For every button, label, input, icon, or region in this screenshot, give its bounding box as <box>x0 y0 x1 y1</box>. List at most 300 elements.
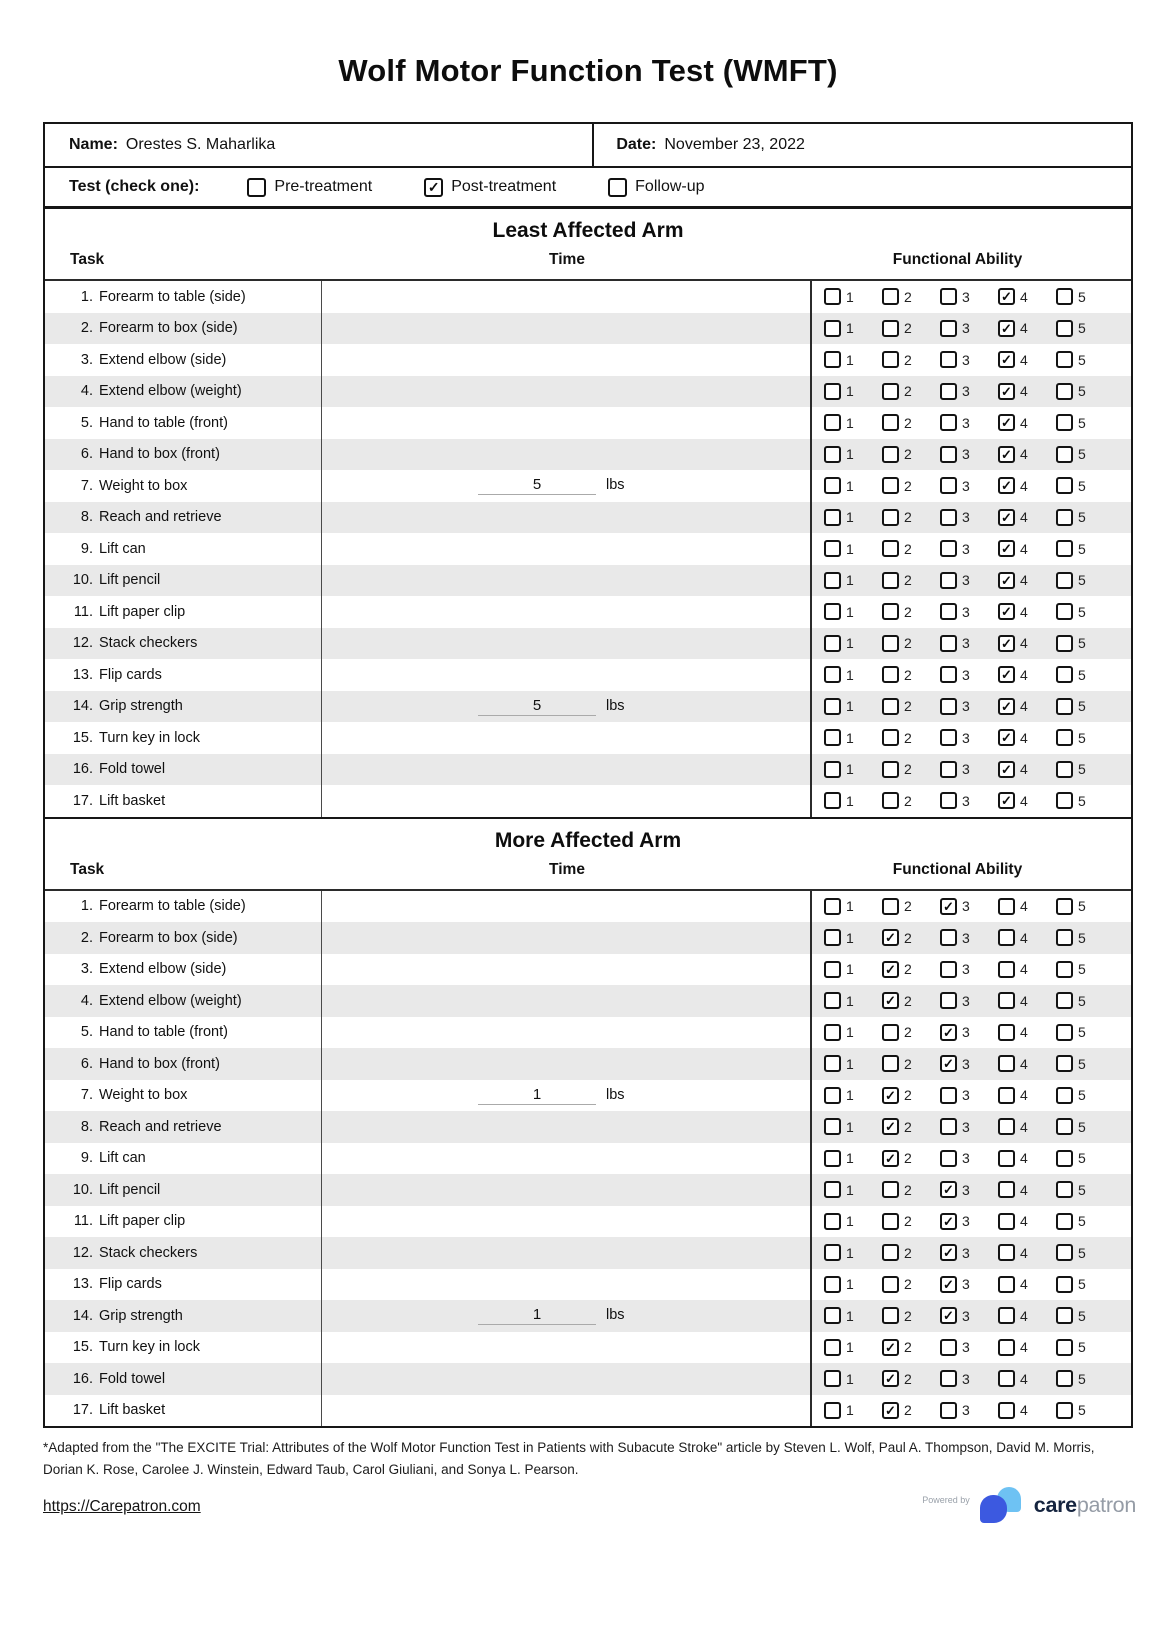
ability-option-4[interactable] <box>998 635 1056 652</box>
ability-option-5[interactable] <box>1056 383 1114 400</box>
ability-option-3[interactable] <box>940 446 998 463</box>
unchecked-checkbox-icon[interactable] <box>1056 666 1073 683</box>
unchecked-checkbox-icon[interactable] <box>882 1055 899 1072</box>
unchecked-checkbox-icon[interactable] <box>882 666 899 683</box>
unchecked-checkbox-icon[interactable] <box>824 540 841 557</box>
time-cell[interactable] <box>322 1363 812 1395</box>
checked-checkbox-icon[interactable]: ✓ <box>998 635 1015 652</box>
unchecked-checkbox-icon[interactable] <box>1056 477 1073 494</box>
ability-option-1[interactable] <box>824 1276 882 1293</box>
unchecked-checkbox-icon[interactable] <box>824 635 841 652</box>
unchecked-checkbox-icon[interactable] <box>940 929 957 946</box>
unchecked-checkbox-icon[interactable] <box>824 1213 841 1230</box>
ability-option-1[interactable] <box>824 1024 882 1041</box>
ability-option-2[interactable] <box>882 1370 940 1387</box>
ability-option-4[interactable] <box>998 1118 1056 1135</box>
ability-option-5[interactable] <box>1056 929 1114 946</box>
ability-option-2[interactable] <box>882 898 940 915</box>
unchecked-checkbox-icon[interactable] <box>824 1370 841 1387</box>
unchecked-checkbox-icon[interactable] <box>882 320 899 337</box>
ability-option-5[interactable] <box>1056 1024 1114 1041</box>
unchecked-checkbox-icon[interactable] <box>1056 898 1073 915</box>
ability-option-2[interactable] <box>882 603 940 620</box>
checked-checkbox-icon[interactable]: ✓ <box>940 1024 957 1041</box>
unchecked-checkbox-icon[interactable] <box>882 729 899 746</box>
checked-checkbox-icon[interactable]: ✓ <box>998 729 1015 746</box>
unchecked-checkbox-icon[interactable] <box>882 509 899 526</box>
unchecked-checkbox-icon[interactable] <box>1056 509 1073 526</box>
unchecked-checkbox-icon[interactable] <box>1056 1307 1073 1324</box>
unchecked-checkbox-icon[interactable] <box>824 698 841 715</box>
ability-option-4[interactable] <box>998 1307 1056 1324</box>
ability-option-5[interactable] <box>1056 477 1114 494</box>
ability-option-5[interactable] <box>1056 635 1114 652</box>
unchecked-checkbox-icon[interactable] <box>998 1055 1015 1072</box>
unchecked-checkbox-icon[interactable] <box>940 1339 957 1356</box>
unchecked-checkbox-icon[interactable] <box>1056 288 1073 305</box>
unchecked-checkbox-icon[interactable] <box>882 288 899 305</box>
unchecked-checkbox-icon[interactable] <box>882 761 899 778</box>
unchecked-checkbox-icon[interactable] <box>940 509 957 526</box>
unchecked-checkbox-icon[interactable] <box>998 1150 1015 1167</box>
unchecked-checkbox-icon[interactable] <box>998 1213 1015 1230</box>
unchecked-checkbox-icon[interactable] <box>1056 761 1073 778</box>
unchecked-checkbox-icon[interactable] <box>247 178 266 197</box>
unchecked-checkbox-icon[interactable] <box>940 320 957 337</box>
ability-option-2[interactable] <box>882 1150 940 1167</box>
checked-checkbox-icon[interactable]: ✓ <box>998 383 1015 400</box>
unchecked-checkbox-icon[interactable] <box>882 383 899 400</box>
ability-option-5[interactable] <box>1056 1181 1114 1198</box>
ability-option-2[interactable] <box>882 509 940 526</box>
ability-option-4[interactable] <box>998 898 1056 915</box>
ability-option-5[interactable] <box>1056 1150 1114 1167</box>
checked-checkbox-icon[interactable]: ✓ <box>998 288 1015 305</box>
ability-option-5[interactable] <box>1056 1402 1114 1419</box>
time-cell[interactable] <box>322 1080 812 1112</box>
unchecked-checkbox-icon[interactable] <box>940 383 957 400</box>
unchecked-checkbox-icon[interactable] <box>1056 1118 1073 1135</box>
unchecked-checkbox-icon[interactable] <box>1056 1181 1073 1198</box>
unchecked-checkbox-icon[interactable] <box>940 1118 957 1135</box>
date-value[interactable]: November 23, 2022 <box>664 136 805 153</box>
checked-checkbox-icon[interactable]: ✓ <box>998 540 1015 557</box>
time-cell[interactable] <box>322 891 812 923</box>
ability-option-5[interactable] <box>1056 540 1114 557</box>
checked-checkbox-icon[interactable]: ✓ <box>940 1213 957 1230</box>
checked-checkbox-icon[interactable]: ✓ <box>998 666 1015 683</box>
unchecked-checkbox-icon[interactable] <box>824 1276 841 1293</box>
unchecked-checkbox-icon[interactable] <box>1056 540 1073 557</box>
checked-checkbox-icon[interactable]: ✓ <box>882 961 899 978</box>
ability-option-1[interactable] <box>824 961 882 978</box>
ability-option-4[interactable] <box>998 929 1056 946</box>
unchecked-checkbox-icon[interactable] <box>824 1244 841 1261</box>
unchecked-checkbox-icon[interactable] <box>882 635 899 652</box>
unchecked-checkbox-icon[interactable] <box>824 1339 841 1356</box>
unchecked-checkbox-icon[interactable] <box>824 1087 841 1104</box>
ability-option-1[interactable] <box>824 1087 882 1104</box>
ability-option-5[interactable] <box>1056 1370 1114 1387</box>
unchecked-checkbox-icon[interactable] <box>940 792 957 809</box>
checked-checkbox-icon[interactable]: ✓ <box>998 509 1015 526</box>
ability-option-3[interactable] <box>940 1339 998 1356</box>
unchecked-checkbox-icon[interactable] <box>940 572 957 589</box>
unchecked-checkbox-icon[interactable] <box>940 351 957 368</box>
ability-option-1[interactable] <box>824 898 882 915</box>
time-cell[interactable] <box>322 628 812 660</box>
ability-option-3[interactable] <box>940 1213 998 1230</box>
checked-checkbox-icon[interactable]: ✓ <box>882 1402 899 1419</box>
time-cell[interactable] <box>322 954 812 986</box>
ability-option-5[interactable] <box>1056 961 1114 978</box>
ability-option-5[interactable] <box>1056 603 1114 620</box>
name-value[interactable]: Orestes S. Maharlika <box>125 136 276 153</box>
unchecked-checkbox-icon[interactable] <box>824 1150 841 1167</box>
checked-checkbox-icon[interactable]: ✓ <box>882 1339 899 1356</box>
time-cell[interactable] <box>322 344 812 376</box>
ability-option-3[interactable] <box>940 509 998 526</box>
time-cell[interactable] <box>322 596 812 628</box>
unchecked-checkbox-icon[interactable] <box>882 1213 899 1230</box>
carepatron-link[interactable]: https://Carepatron.com <box>43 1498 201 1515</box>
unchecked-checkbox-icon[interactable] <box>998 1276 1015 1293</box>
checked-checkbox-icon[interactable]: ✓ <box>882 929 899 946</box>
unchecked-checkbox-icon[interactable] <box>940 414 957 431</box>
ability-option-1[interactable] <box>824 1055 882 1072</box>
unchecked-checkbox-icon[interactable] <box>998 1181 1015 1198</box>
time-cell[interactable] <box>322 1017 812 1049</box>
unchecked-checkbox-icon[interactable] <box>824 320 841 337</box>
ability-option-3[interactable] <box>940 477 998 494</box>
ability-option-2[interactable] <box>882 414 940 431</box>
ability-option-2[interactable] <box>882 383 940 400</box>
ability-option-1[interactable] <box>824 1307 882 1324</box>
ability-option-4[interactable] <box>998 961 1056 978</box>
time-cell[interactable] <box>322 470 812 502</box>
ability-option-3[interactable] <box>940 1150 998 1167</box>
unchecked-checkbox-icon[interactable] <box>998 929 1015 946</box>
ability-option-4[interactable] <box>998 572 1056 589</box>
unchecked-checkbox-icon[interactable] <box>882 698 899 715</box>
unchecked-checkbox-icon[interactable] <box>1056 1370 1073 1387</box>
ability-option-2[interactable] <box>882 540 940 557</box>
checked-checkbox-icon[interactable]: ✓ <box>940 898 957 915</box>
checked-checkbox-icon[interactable]: ✓ <box>882 992 899 1009</box>
unchecked-checkbox-icon[interactable] <box>940 477 957 494</box>
ability-option-3[interactable] <box>940 603 998 620</box>
ability-option-5[interactable] <box>1056 761 1114 778</box>
unchecked-checkbox-icon[interactable] <box>882 898 899 915</box>
unchecked-checkbox-icon[interactable] <box>998 961 1015 978</box>
ability-option-5[interactable] <box>1056 572 1114 589</box>
ability-option-2[interactable] <box>882 1339 940 1356</box>
ability-option-4[interactable] <box>998 1276 1056 1293</box>
checked-checkbox-icon[interactable]: ✓ <box>998 477 1015 494</box>
ability-option-2[interactable] <box>882 1244 940 1261</box>
time-cell[interactable] <box>322 439 812 471</box>
ability-option-4[interactable] <box>998 351 1056 368</box>
unchecked-checkbox-icon[interactable] <box>882 1307 899 1324</box>
ability-option-4[interactable] <box>998 1213 1056 1230</box>
unchecked-checkbox-icon[interactable] <box>1056 992 1073 1009</box>
unchecked-checkbox-icon[interactable] <box>940 540 957 557</box>
ability-option-2[interactable] <box>882 320 940 337</box>
unchecked-checkbox-icon[interactable] <box>882 414 899 431</box>
unchecked-checkbox-icon[interactable] <box>1056 1213 1073 1230</box>
unchecked-checkbox-icon[interactable] <box>940 288 957 305</box>
ability-option-1[interactable] <box>824 1118 882 1135</box>
unchecked-checkbox-icon[interactable] <box>940 729 957 746</box>
unchecked-checkbox-icon[interactable] <box>940 1150 957 1167</box>
ability-option-3[interactable] <box>940 792 998 809</box>
ability-option-2[interactable] <box>882 992 940 1009</box>
unchecked-checkbox-icon[interactable] <box>882 1244 899 1261</box>
time-cell[interactable] <box>322 1300 812 1332</box>
unchecked-checkbox-icon[interactable] <box>998 1339 1015 1356</box>
ability-option-3[interactable] <box>940 992 998 1009</box>
ability-option-4[interactable] <box>998 477 1056 494</box>
ability-option-1[interactable] <box>824 320 882 337</box>
unchecked-checkbox-icon[interactable] <box>940 446 957 463</box>
unchecked-checkbox-icon[interactable] <box>1056 351 1073 368</box>
ability-option-3[interactable] <box>940 320 998 337</box>
unchecked-checkbox-icon[interactable] <box>940 635 957 652</box>
unchecked-checkbox-icon[interactable] <box>882 1024 899 1041</box>
ability-option-2[interactable] <box>882 1307 940 1324</box>
unchecked-checkbox-icon[interactable] <box>882 603 899 620</box>
unchecked-checkbox-icon[interactable] <box>1056 446 1073 463</box>
ability-option-4[interactable] <box>998 1087 1056 1104</box>
time-value-field[interactable]: 5 <box>478 697 596 716</box>
ability-option-3[interactable] <box>940 1118 998 1135</box>
ability-option-2[interactable] <box>882 961 940 978</box>
time-cell[interactable] <box>322 659 812 691</box>
unchecked-checkbox-icon[interactable] <box>1056 729 1073 746</box>
unchecked-checkbox-icon[interactable] <box>940 1370 957 1387</box>
ability-option-1[interactable] <box>824 414 882 431</box>
unchecked-checkbox-icon[interactable] <box>1056 929 1073 946</box>
time-cell[interactable] <box>322 1111 812 1143</box>
unchecked-checkbox-icon[interactable] <box>998 898 1015 915</box>
ability-option-2[interactable] <box>882 929 940 946</box>
ability-option-5[interactable] <box>1056 729 1114 746</box>
checked-checkbox-icon[interactable]: ✓ <box>940 1244 957 1261</box>
ability-option-4[interactable] <box>998 1055 1056 1072</box>
ability-option-2[interactable] <box>882 446 940 463</box>
unchecked-checkbox-icon[interactable] <box>824 792 841 809</box>
ability-option-1[interactable] <box>824 446 882 463</box>
time-cell[interactable] <box>322 533 812 565</box>
unchecked-checkbox-icon[interactable] <box>940 961 957 978</box>
unchecked-checkbox-icon[interactable] <box>998 1307 1015 1324</box>
ability-option-5[interactable] <box>1056 898 1114 915</box>
ability-option-5[interactable] <box>1056 698 1114 715</box>
time-cell[interactable] <box>322 376 812 408</box>
ability-option-3[interactable] <box>940 761 998 778</box>
unchecked-checkbox-icon[interactable] <box>1056 320 1073 337</box>
unchecked-checkbox-icon[interactable] <box>940 992 957 1009</box>
time-cell[interactable] <box>322 691 812 723</box>
unchecked-checkbox-icon[interactable] <box>1056 635 1073 652</box>
unchecked-checkbox-icon[interactable] <box>1056 792 1073 809</box>
time-cell[interactable] <box>322 1332 812 1364</box>
unchecked-checkbox-icon[interactable] <box>824 929 841 946</box>
ability-option-3[interactable] <box>940 1087 998 1104</box>
time-cell[interactable] <box>322 922 812 954</box>
ability-option-1[interactable] <box>824 572 882 589</box>
ability-option-1[interactable] <box>824 666 882 683</box>
unchecked-checkbox-icon[interactable] <box>882 1276 899 1293</box>
test-option-follow-up[interactable] <box>608 178 704 197</box>
ability-option-3[interactable] <box>940 1307 998 1324</box>
ability-option-3[interactable] <box>940 1402 998 1419</box>
time-cell[interactable] <box>322 1143 812 1175</box>
ability-option-3[interactable] <box>940 351 998 368</box>
ability-option-5[interactable] <box>1056 1118 1114 1135</box>
unchecked-checkbox-icon[interactable] <box>998 992 1015 1009</box>
unchecked-checkbox-icon[interactable] <box>608 178 627 197</box>
unchecked-checkbox-icon[interactable] <box>824 729 841 746</box>
ability-option-3[interactable] <box>940 1370 998 1387</box>
unchecked-checkbox-icon[interactable] <box>998 1118 1015 1135</box>
checked-checkbox-icon[interactable]: ✓ <box>940 1307 957 1324</box>
unchecked-checkbox-icon[interactable] <box>824 509 841 526</box>
unchecked-checkbox-icon[interactable] <box>824 1055 841 1072</box>
unchecked-checkbox-icon[interactable] <box>940 603 957 620</box>
time-cell[interactable] <box>322 1237 812 1269</box>
time-cell[interactable] <box>322 1269 812 1301</box>
unchecked-checkbox-icon[interactable] <box>1056 1150 1073 1167</box>
ability-option-3[interactable] <box>940 1276 998 1293</box>
ability-option-3[interactable] <box>940 898 998 915</box>
unchecked-checkbox-icon[interactable] <box>1056 1276 1073 1293</box>
ability-option-4[interactable] <box>998 698 1056 715</box>
unchecked-checkbox-icon[interactable] <box>1056 1402 1073 1419</box>
ability-option-4[interactable] <box>998 1024 1056 1041</box>
checked-checkbox-icon[interactable]: ✓ <box>998 792 1015 809</box>
ability-option-3[interactable] <box>940 383 998 400</box>
ability-option-4[interactable] <box>998 1181 1056 1198</box>
unchecked-checkbox-icon[interactable] <box>940 698 957 715</box>
ability-option-3[interactable] <box>940 729 998 746</box>
unchecked-checkbox-icon[interactable] <box>940 1087 957 1104</box>
unchecked-checkbox-icon[interactable] <box>998 1402 1015 1419</box>
ability-option-4[interactable] <box>998 761 1056 778</box>
unchecked-checkbox-icon[interactable] <box>824 477 841 494</box>
ability-option-1[interactable] <box>824 1244 882 1261</box>
unchecked-checkbox-icon[interactable] <box>1056 1339 1073 1356</box>
ability-option-4[interactable] <box>998 729 1056 746</box>
time-cell[interactable] <box>322 313 812 345</box>
ability-option-5[interactable] <box>1056 1055 1114 1072</box>
ability-option-1[interactable] <box>824 1339 882 1356</box>
ability-option-1[interactable] <box>824 477 882 494</box>
unchecked-checkbox-icon[interactable] <box>882 1181 899 1198</box>
unchecked-checkbox-icon[interactable] <box>882 540 899 557</box>
ability-option-1[interactable] <box>824 383 882 400</box>
ability-option-2[interactable] <box>882 1402 940 1419</box>
ability-option-2[interactable] <box>882 761 940 778</box>
ability-option-3[interactable] <box>940 666 998 683</box>
ability-option-2[interactable] <box>882 1276 940 1293</box>
test-option-post-treatment[interactable] <box>424 178 556 197</box>
unchecked-checkbox-icon[interactable] <box>882 477 899 494</box>
time-cell[interactable] <box>322 281 812 313</box>
ability-option-3[interactable] <box>940 961 998 978</box>
ability-option-3[interactable] <box>940 288 998 305</box>
unchecked-checkbox-icon[interactable] <box>824 1181 841 1198</box>
unchecked-checkbox-icon[interactable] <box>998 1370 1015 1387</box>
unchecked-checkbox-icon[interactable] <box>1056 698 1073 715</box>
unchecked-checkbox-icon[interactable] <box>824 1118 841 1135</box>
unchecked-checkbox-icon[interactable] <box>824 1307 841 1324</box>
test-option-pre-treatment[interactable] <box>247 178 372 197</box>
time-value-field[interactable]: 1 <box>478 1086 596 1105</box>
ability-option-5[interactable] <box>1056 792 1114 809</box>
time-cell[interactable] <box>322 1048 812 1080</box>
ability-option-3[interactable] <box>940 1244 998 1261</box>
unchecked-checkbox-icon[interactable] <box>1056 961 1073 978</box>
ability-option-1[interactable] <box>824 603 882 620</box>
ability-option-1[interactable] <box>824 1402 882 1419</box>
ability-option-4[interactable] <box>998 1244 1056 1261</box>
ability-option-3[interactable] <box>940 540 998 557</box>
unchecked-checkbox-icon[interactable] <box>824 761 841 778</box>
ability-option-3[interactable] <box>940 572 998 589</box>
ability-option-4[interactable] <box>998 1402 1056 1419</box>
checked-checkbox-icon[interactable]: ✓ <box>998 446 1015 463</box>
ability-option-1[interactable] <box>824 929 882 946</box>
checked-checkbox-icon[interactable]: ✓ <box>998 320 1015 337</box>
ability-option-2[interactable] <box>882 635 940 652</box>
ability-option-4[interactable] <box>998 509 1056 526</box>
ability-option-3[interactable] <box>940 929 998 946</box>
unchecked-checkbox-icon[interactable] <box>824 414 841 431</box>
ability-option-4[interactable] <box>998 666 1056 683</box>
ability-option-1[interactable] <box>824 698 882 715</box>
ability-option-2[interactable] <box>882 1213 940 1230</box>
unchecked-checkbox-icon[interactable] <box>824 288 841 305</box>
unchecked-checkbox-icon[interactable] <box>1056 1055 1073 1072</box>
ability-option-1[interactable] <box>824 761 882 778</box>
unchecked-checkbox-icon[interactable] <box>1056 1244 1073 1261</box>
checked-checkbox-icon[interactable]: ✓ <box>940 1055 957 1072</box>
checked-checkbox-icon[interactable]: ✓ <box>882 1087 899 1104</box>
ability-option-5[interactable] <box>1056 446 1114 463</box>
time-cell[interactable] <box>322 1395 812 1427</box>
ability-option-3[interactable] <box>940 635 998 652</box>
ability-option-5[interactable] <box>1056 351 1114 368</box>
ability-option-3[interactable] <box>940 1181 998 1198</box>
ability-option-1[interactable] <box>824 1181 882 1198</box>
checked-checkbox-icon[interactable]: ✓ <box>882 1118 899 1135</box>
unchecked-checkbox-icon[interactable] <box>998 1024 1015 1041</box>
unchecked-checkbox-icon[interactable] <box>824 898 841 915</box>
checked-checkbox-icon[interactable]: ✓ <box>998 572 1015 589</box>
ability-option-3[interactable] <box>940 414 998 431</box>
unchecked-checkbox-icon[interactable] <box>824 351 841 368</box>
ability-option-5[interactable] <box>1056 666 1114 683</box>
checked-checkbox-icon[interactable]: ✓ <box>940 1276 957 1293</box>
checked-checkbox-icon[interactable]: ✓ <box>998 414 1015 431</box>
ability-option-5[interactable] <box>1056 992 1114 1009</box>
ability-option-3[interactable] <box>940 1024 998 1041</box>
ability-option-3[interactable] <box>940 1055 998 1072</box>
ability-option-5[interactable] <box>1056 1307 1114 1324</box>
unchecked-checkbox-icon[interactable] <box>882 572 899 589</box>
ability-option-1[interactable] <box>824 1150 882 1167</box>
